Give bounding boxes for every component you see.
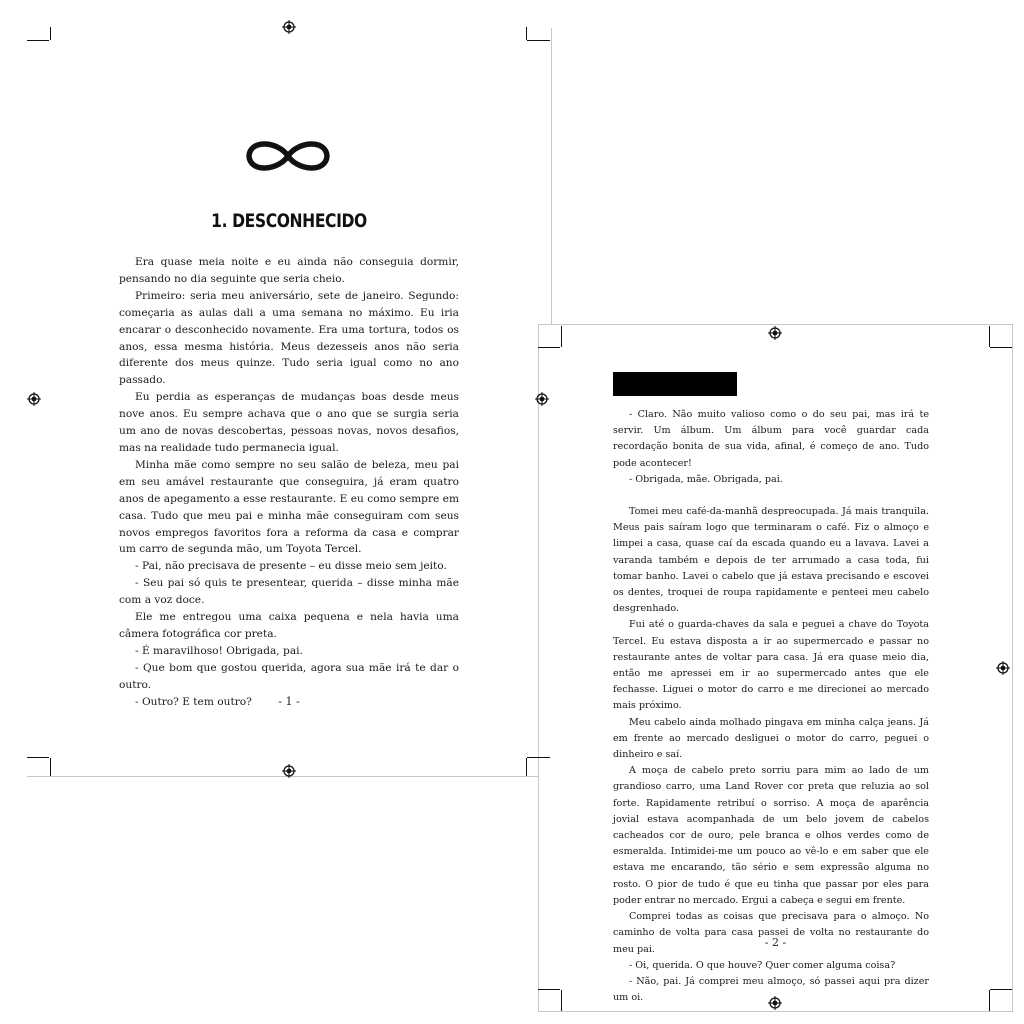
infinity-icon (244, 135, 332, 177)
paragraph: Meu cabelo ainda molhado pingava em minha calça jeans. Já em frente ao mercado desliguei o motor do carro, peguei o dinheiro e saí. (613, 716, 929, 761)
crop-mark (27, 40, 49, 41)
page-number: - 2 - (764, 936, 787, 949)
registration-mark-icon (768, 326, 782, 340)
crop-mark (561, 326, 562, 347)
paragraph: - Pai, não precisava de presente – eu disse meio sem jeito. (135, 560, 447, 573)
paragraph: - Que bom que gostou querida, agora sua mãe irá te dar o outro. (119, 661, 459, 691)
registration-mark-icon (282, 20, 296, 34)
crop-mark (527, 757, 550, 758)
crop-mark (27, 757, 49, 758)
paragraph: Era quase meia noite e eu ainda não conseguia dormir, pensando no dia seguinte que seria cheio. (119, 256, 459, 285)
registration-mark-icon (282, 764, 296, 778)
paragraph: Tomei meu café-da-manhã despreocupada. Já mais tranquila. Meus pais saíram logo que terminaram o café. Fiz o almoço e limpei a casa, quase caí da escada quando eu a lavava. Lavei a varanda também e depois de ter arrumado a casa toda, fui tomar banho. Lavei o cabelo que já estava precisando e escovei os dentes, troquei de roupa rapidamente e penteei meu cabelo desgrenhado. (613, 506, 929, 615)
paragraph: Ele me entregou uma caixa pequena e nela havia uma câmera fotográfica cor preta. (119, 611, 459, 640)
crop-mark (526, 758, 527, 776)
crop-mark (989, 326, 990, 347)
crop-mark (538, 989, 560, 990)
paragraph: - Claro. Não muito valioso como o do seu pai, mas irá te servir. Um álbum. Um álbum para você guardar cada recordação bonita de sua vida, afinal, é começo de ano. Tudo pode acontecer! (613, 409, 929, 469)
paragraph-gap (613, 488, 929, 504)
paragraph: - Seu pai só quis te presentear, querida – disse minha mãe com a voz doce. (119, 577, 459, 607)
crop-mark (990, 989, 1012, 990)
crop-mark (561, 990, 562, 1011)
paragraph: - Obrigada, mãe. Obrigada, pai. (629, 473, 783, 485)
crop-mark (527, 40, 550, 41)
page-1-body (119, 254, 459, 710)
page-2-body (613, 407, 929, 1006)
crop-mark (50, 27, 51, 40)
crop-mark (526, 27, 527, 40)
paragraph: - Oi, querida. O que houve? Quer comer alguma coisa? (629, 959, 896, 971)
paragraph: - Não, pai. Já comprei meu almoço, só passei aqui pra dizer um oi. (613, 975, 929, 1004)
registration-mark-icon (996, 661, 1010, 675)
page-number: - 1 - (278, 695, 300, 708)
paragraph: Comprei todas as coisas que precisava para o almoço. No caminho de volta para casa passei de volta no restaurante do meu pai. (613, 911, 929, 955)
paragraph: - Outro? E tem outro? (135, 695, 252, 708)
registration-mark-icon (535, 392, 549, 406)
paragraph: Eu perdia as esperanças de mudanças boas desde meus nove anos. Eu sempre achava que o ano que se surgia seria um ano de novas descobertas, pessoas novas, novos desafios, mas na realidade tudo permanecia igual. (119, 391, 459, 454)
paragraph: - É maravilhoso! Obrigada, pai. (135, 644, 303, 657)
redaction-bar (613, 372, 737, 396)
crop-mark (990, 347, 1012, 348)
crop-mark (50, 758, 51, 776)
registration-mark-icon (27, 392, 41, 406)
registration-mark-icon (768, 996, 782, 1010)
chapter-title: 1. DESCONHECIDO (211, 210, 367, 232)
paragraph: Minha mãe como sempre no seu salão de beleza, meu pai em seu amável restaurante que conseguira, já eram quatro anos de apegamento a esse restaurante. E eu como sempre em casa. Tudo que meu pai e minha mãe conseguiram com seus novos empregos favoritos fora a reforma da casa e comprar um carro de segunda mão, um Toyota Tercel. (119, 458, 459, 556)
paragraph: Fui até o guarda-chaves da sala e peguei a chave do Toyota Tercel. Eu estava disposta a ir ao supermercado e passar no restaurante antes de voltar para casa. Já era quase meio dia, então me apressei em ir ao supermercado antes que ele fechasse. Liguei o motor do carro e me direcionei ao mercado mais próximo. (613, 619, 929, 712)
paragraph: Primeiro: seria meu aniversário, sete de janeiro. Segundo: começaria as aulas dali a uma semana no máximo. Eu iria encarar o desconhecido novamente. Era uma tortura, todos os anos, essa mesma história. Meus dezesseis anos não seria diferente dos meus quinze. Tudo seria igual como no ano passado. (119, 289, 459, 387)
crop-mark (538, 347, 560, 348)
crop-mark (989, 990, 990, 1011)
document-page-2 (538, 324, 1013, 1012)
document-page-1 (27, 28, 552, 777)
paragraph: A moça de cabelo preto sorriu para mim ao lado de um grandioso carro, uma Land Rover cor preta que reluzia ao sol forte. Rapidamente retribuí o sorriso. A moça de aparência jovial estava acompanhada de um belo jovem de cabelos cacheados cor de ouro, pele branca e olhos verdes como de esmeralda. Intimidei-me um pouco ao vê-lo e em saber que ele estava me encarando, tão sério e sem expressão alguma no rosto. O pior de tudo é que eu tinha que passar por eles para poder entrar no mercado. Ergui a cabeça e segui em frente. (613, 765, 929, 906)
